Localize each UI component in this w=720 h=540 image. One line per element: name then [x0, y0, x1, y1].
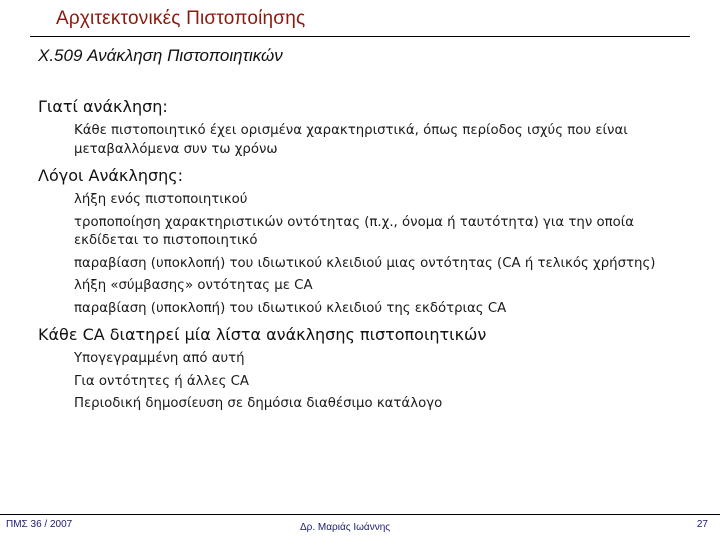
slide-content	[38, 96, 698, 420]
bullet-item: Περιοδική δημοσίευση σε δημόσια διαθέσιμο κατάλογο	[74, 396, 443, 411]
footer-divider	[0, 514, 720, 515]
footer-course: ΠΜΣ 36 / 2007	[6, 519, 73, 530]
bullet-item: Για οντότητες ή άλλες CA	[74, 373, 250, 389]
bullet-item: Κάθε πιστοποιητικό έχει ορισμένα χαρακτηριστικά, όπως περίοδος ισχύς που είναι μεταβαλλόμενα συν τω χρόνω	[74, 123, 628, 157]
bullet-item: λήξη «σύμβασης» οντότητας με CA	[74, 278, 313, 293]
page-number: 27	[696, 519, 708, 530]
section-heading: Γιατί ανάκληση:	[38, 97, 168, 116]
section-heading: Κάθε CA διατηρεί μία λίστα ανάκλησης πιστοποιητικών	[38, 325, 487, 344]
slide-title: X.509 Ανάκληση Πιστοποιητικών	[38, 46, 283, 65]
bullet-item: Υπογεγραμμένη από αυτή	[74, 351, 245, 366]
header-title: Αρχιτεκτονικές Πιστοποίησης	[56, 8, 306, 29]
bullet-item: παραβίαση (υποκλοπή) του ιδιωτικού κλειδιού της εκδότριας CA	[74, 300, 507, 316]
section-heading: Λόγοι Ανάκλησης:	[38, 166, 184, 185]
header-divider	[30, 36, 690, 37]
bullet-item: λήξη ενός πιστοποιητικού	[74, 192, 248, 207]
section-why-revocation	[38, 96, 698, 159]
section-crl	[38, 324, 698, 414]
bullet-item: τροποποίηση χαρακτηριστικών οντότητας (π.χ., όνομα ή ταυτότητα) για την οποία εκδίδεται το πιστοποιητικό	[74, 214, 635, 248]
footer-author: Δρ. Μαριάς Ιωάννης	[300, 522, 391, 533]
section-revocation-reasons	[38, 165, 698, 318]
bullet-item: παραβίαση (υποκλοπή) του ιδιωτικού κλειδιού μιας οντότητας (CA ή τελικός χρήστης)	[74, 255, 656, 271]
